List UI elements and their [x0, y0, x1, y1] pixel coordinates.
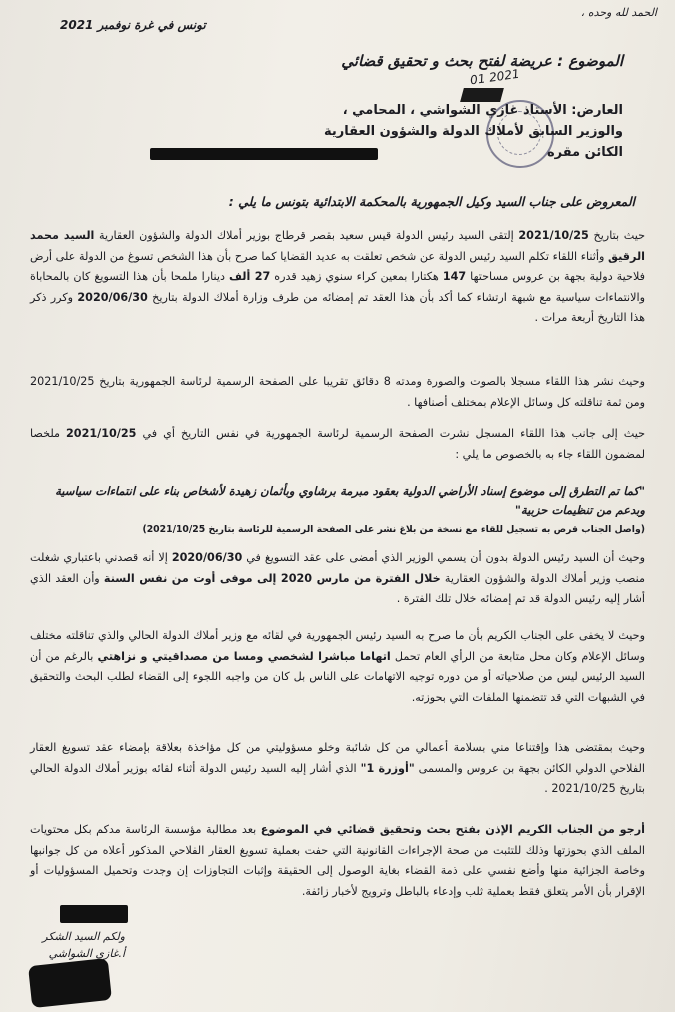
p1-area: 147 — [442, 270, 467, 283]
p3-text-a: حيث إلى جانب هذا اللقاء المسجل نشرت الصفحة الرسمية لرئاسة الجمهورية في نفس التاريخ أي في — [136, 427, 645, 440]
p6-text-a: وحيث بمقتضى هذا وإقتناعا مني بسلامة أعمالي من كل شائبة وخلو مسؤوليتي من كل مؤاخذة بعلاقة بإمضاء عقد تسويغ العقار الفلاحي الدولي الكائن بجهة بن عروس والمسمى — [30, 741, 646, 775]
signature-name: أ.غازي الشواشي — [48, 947, 125, 960]
p1-contract-date: 2020/06/30 — [77, 290, 148, 304]
p7-request: أرجو من الجناب الكريم الإذن بفتح بحث وتحقيق قضائي في الموضوع — [260, 823, 645, 836]
paragraph-7 — [30, 820, 645, 902]
subject-line: الموضوع : عريضة لفتح بحث و تحقيق قضائي — [341, 52, 623, 70]
addressee-line: المعروض على جناب السيد وكيل الجمهورية بالمحكمة الابتدائية بتونس ما يلي : — [228, 194, 635, 209]
redacted-address — [150, 148, 378, 160]
p1-text-k: وكرر ذكر هذا التاريخ أربعة مرات . — [30, 290, 645, 324]
p1-text-i: دينارا ملمحا بأن هذا التسويغ كان بالمحاباة والانتماءات سياسية مع شبهة ارتشاء كما أكد بأن هذا العقد تم إمضائه من طرف وزارة أملاك الدولة بتاريخ — [30, 270, 645, 304]
quoted-statement: "كما تم التطرق إلى موضوع إسناد الأراضي الدولية بعقود مبرمة برشاوي وبأثمان زهيدة لأشخاص بناء على انتماءات سياسية وبدعم من تنظيمات حزبية" — [55, 484, 645, 517]
p1-date: 2021/10/25 — [518, 229, 589, 242]
p4-text-e: وأن العقد الذي أشار إليه رئيس الدولة قد تم إمضائه خلال تلك الفترة . — [30, 571, 645, 605]
p6-property-name: "أوزرة 1" — [360, 761, 415, 775]
p1-text-a: حيث بتاريخ — [588, 229, 646, 242]
p6-text-c: الذي أشار إليه السيد رئيس الدولة أثناء لقائه بوزير أملاك الدولة الحالي بتاريخ 2021/10/25 . — [30, 761, 645, 795]
p1-rent: 27 ألف — [228, 270, 271, 283]
p1-minister-name: السيد محمد الرقيق — [30, 229, 645, 263]
paragraph-2: وحيث نشر هذا اللقاء مسجلا بالصوت والصورة ومدته 8 دقائق تقريبا على الصفحة الرسمية لرئاسة الجمهورية بتاريخ 2021/10/25 ومن ثمة تناقلته كل وسائل الإعلام بمختلف أصنافها . — [30, 375, 645, 409]
applicant-line-1: العارض: الأستاذ غازي الشواشي ، المحامي ، — [342, 103, 623, 118]
opening-praise: الحمد لله وحده ، — [580, 6, 657, 19]
paragraph-1 — [30, 226, 645, 329]
paragraph-5 — [30, 626, 645, 708]
applicant-line-2: والوزير السابق لأملاك الدولة والشؤون العقارية — [323, 124, 623, 139]
p1-text-c: إلتقى السيد رئيس الدولة قيس سعيد بقصر قرطاج بوزير أملاك الدولة والشؤون العقارية — [94, 229, 519, 242]
p4-period: خلال الفترة من مارس 2020 إلى موفى أوت من نفس السنة — [103, 571, 441, 585]
p1-text-g: هكتارا بمعين كراء سنوي زهيد قدره — [270, 270, 443, 283]
stamp-received-date: 01 2021 — [469, 66, 521, 88]
p3-date: 2021/10/25 — [66, 427, 137, 440]
redacted-signature-top — [60, 905, 128, 923]
p1-text-e: وأثناء اللقاء تكلم السيد رئيس الدولة عن شخص تعلقت به عديد القضايا كما صرح بأن هذا الشخص تسوغ من الدولة على أرض فلاحية دولية بجهة بن عروس مساحتها — [30, 249, 645, 283]
p4-date: 2020/06/30 — [171, 551, 243, 564]
p7-text-b: بعد مطالبة مؤسسة الرئاسة مدكم بكل محتويات الملف الذي بحوزتها وذلك للتثبت من صحة الإجراءات القانونية التي حفت بعملية تسويغ العقار الفلاحي المذكور أعلاه من كل جوانبها وخاصة الجزائية منها وأضع نفسي على ذمة القضاء بغاية الوصول إلى الحقيقة وإثبات التجاوزات إن وجدت وتحميل المسؤوليات أو الإقرار بأن الأمر يتعلق فقط بعملية ثلب وإدعاء بالباطل وترويج لأخبار زائفة. — [30, 823, 645, 898]
document-date: تونس في غرة نوفمبر 2021 — [60, 18, 206, 32]
signature-block — [20, 928, 125, 962]
p5-accusation: اتهاما مباشرا لشخصي ومسا من مصداقيتي و نزاهتي — [97, 649, 391, 663]
p3-text-c: ملخصا لمضمون اللقاء جاء به بالخصوص ما يلي : — [30, 427, 645, 461]
redacted-signature-scribble — [28, 958, 112, 1008]
p4-text-a: وحيث أن السيد رئيس الدولة بدون أن يسمي الوزير الذي أمضى على عقد التسويغ في — [242, 551, 646, 564]
p4-text-c: إلا أنه قصدني باعتباري شغلت منصب وزير أملاك الدولة والشؤون العقارية — [30, 551, 645, 585]
paragraph-3 — [30, 424, 645, 465]
p5-text-c: بالرغم من أن السيد الرئيس ليس من صلاحياته أو من دوره توجيه الاتهامات على الناس بل كان من واجبه اللجوء إلى القضاء لطلب البحث والتحقيق في الشبهات التي قد تتضمنها الملفات التي بحوزته. — [30, 649, 645, 704]
paragraph-6 — [30, 738, 645, 800]
applicant-address-label: الكائن مقره — [546, 145, 623, 160]
p5-text-a: وحيث لا يخفى على الجناب الكريم بأن ما صرح به السيد رئيس الجمهورية في لقائه مع وزير أملاك الدولة الحالي والذي تناقلته مختلف وسائل الإعلام وكان محل متابعة من الرأي العام تحمل — [30, 629, 645, 663]
quote-footnote: (واصل الجناب قرص به تسجيل للقاء مع نسخة من بلاغ نشر على الصفحة الرسمية للرئاسة بتاريخ 2021/10/25) — [142, 524, 645, 535]
paragraph-4 — [30, 548, 645, 610]
signature-closing: ولكم السيد الشكر — [42, 930, 125, 943]
